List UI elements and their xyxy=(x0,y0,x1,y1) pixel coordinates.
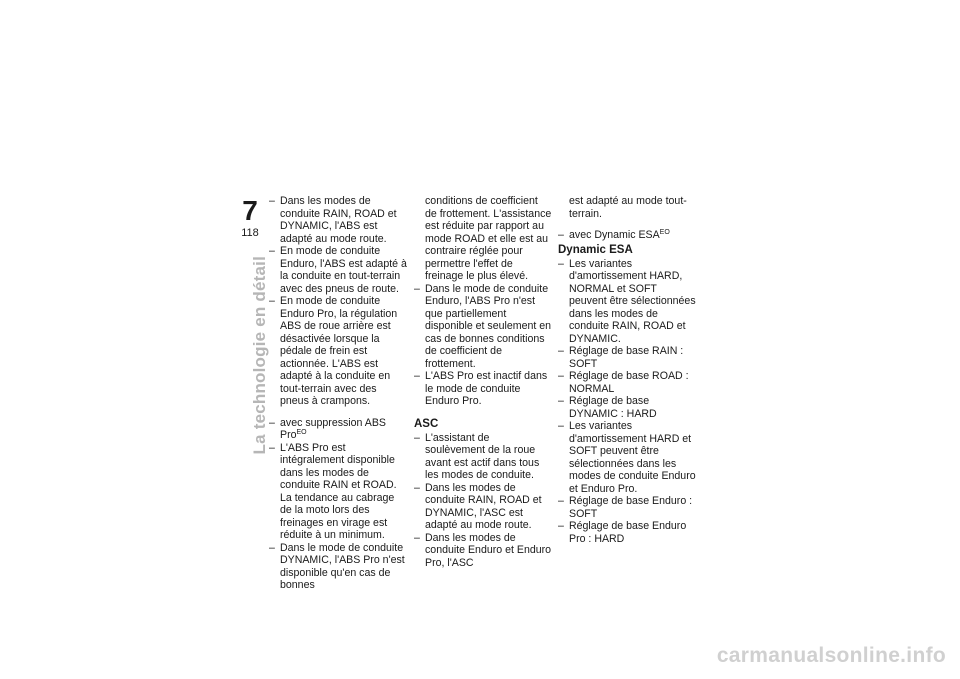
list-item: – Réglage de base DYNAMIC : HARD xyxy=(558,395,696,420)
option-superscript: EO xyxy=(659,229,670,236)
list-item: – Les variantes d'amortissement HARD, NORMAL et SOFT peuvent être sélectionnées dans les modes de conduite RAIN, ROAD et DYNAMIC. xyxy=(558,258,696,346)
dynamic-esa-list xyxy=(558,258,696,546)
list-item: – Dans les modes de conduite RAIN, ROAD et DYNAMIC, l'ABS est adapté au mode route. xyxy=(269,195,407,245)
watermark: carmanualsonline.info xyxy=(716,644,946,667)
list-item: – L'ABS Pro est intégralement disponible dans les modes de conduite RAIN et ROAD. La tendance au cabrage de la moto lors des freinages en virage est réduite à un minimum. xyxy=(269,442,407,542)
list-item: – Dans le mode de conduite DYNAMIC, l'ABS Pro n'est disponible qu'en cas de bonnes xyxy=(269,542,407,592)
asc-list xyxy=(414,432,552,570)
option-item xyxy=(269,417,407,442)
continued-text: est adapté au mode tout-terrain. xyxy=(569,195,687,220)
option-item xyxy=(558,229,696,242)
option-line xyxy=(269,417,407,442)
option-label: avec Dynamic ESA xyxy=(569,229,660,241)
list-item: – Réglage de base ROAD : NORMAL xyxy=(558,370,696,395)
list-item: – L'ABS Pro est inactif dans le mode de conduite Enduro Pro. xyxy=(414,370,552,408)
page-number: 118 xyxy=(241,227,259,239)
list-item: – Les variantes d'amortissement HARD et SOFT peuvent être sélectionnées dans les modes de conduite Enduro et Enduro Pro. xyxy=(558,420,696,495)
section-heading-asc: ASC xyxy=(414,417,439,430)
text-column-3 xyxy=(558,195,696,545)
continued-text: conditions de coefficient de frottement. L'assistance est réduite par rapport au mode ROAD et elle est au contraire réglée pour permettre l'effet de freinage le plus élevé. xyxy=(425,195,552,282)
list-item: – Dans le mode de conduite Enduro, l'ABS Pro n'est que partiellement disponible et seulement en cas de bonnes conditions de coefficient de frottement. xyxy=(414,283,552,371)
abs-pro-list-cont xyxy=(414,283,552,408)
list-item: – Réglage de base RAIN : SOFT xyxy=(558,345,696,370)
section-heading-dynamic-esa: Dynamic ESA xyxy=(558,243,633,256)
list-item: – Réglage de base Enduro Pro : HARD xyxy=(558,520,696,545)
list-item: – Dans les modes de conduite Enduro et Enduro Pro, l'ASC xyxy=(414,532,552,570)
list-item: – L'assistant de soulèvement de la roue avant est actif dans tous les modes de conduite. xyxy=(414,432,552,482)
list-item: – En mode de conduite Enduro Pro, la régulation ABS de roue arrière est désactivée lorsque la pédale de frein est actionnée. L'ABS est adapté à la conduite en tout-terrain avec des pneus à crampons. xyxy=(269,295,407,408)
list-item: – Dans les modes de conduite RAIN, ROAD et DYNAMIC, l'ASC est adapté au mode route. xyxy=(414,482,552,532)
option-superscript: EO xyxy=(296,429,307,436)
chapter-number: 7 xyxy=(242,195,258,226)
option-label: avec suppression ABS Pro xyxy=(280,416,386,441)
option-line xyxy=(558,229,696,242)
text-column-1 xyxy=(269,195,407,592)
abs-mode-list xyxy=(269,195,407,408)
list-item: – En mode de conduite Enduro, l'ABS est adapté à la conduite en tout-terrain avec des pneus de route. xyxy=(269,245,407,295)
abs-pro-list xyxy=(269,442,407,592)
list-item: – Réglage de base Enduro : SOFT xyxy=(558,495,696,520)
chapter-title: La technologie en détail xyxy=(250,256,269,455)
text-column-2 xyxy=(414,195,552,569)
